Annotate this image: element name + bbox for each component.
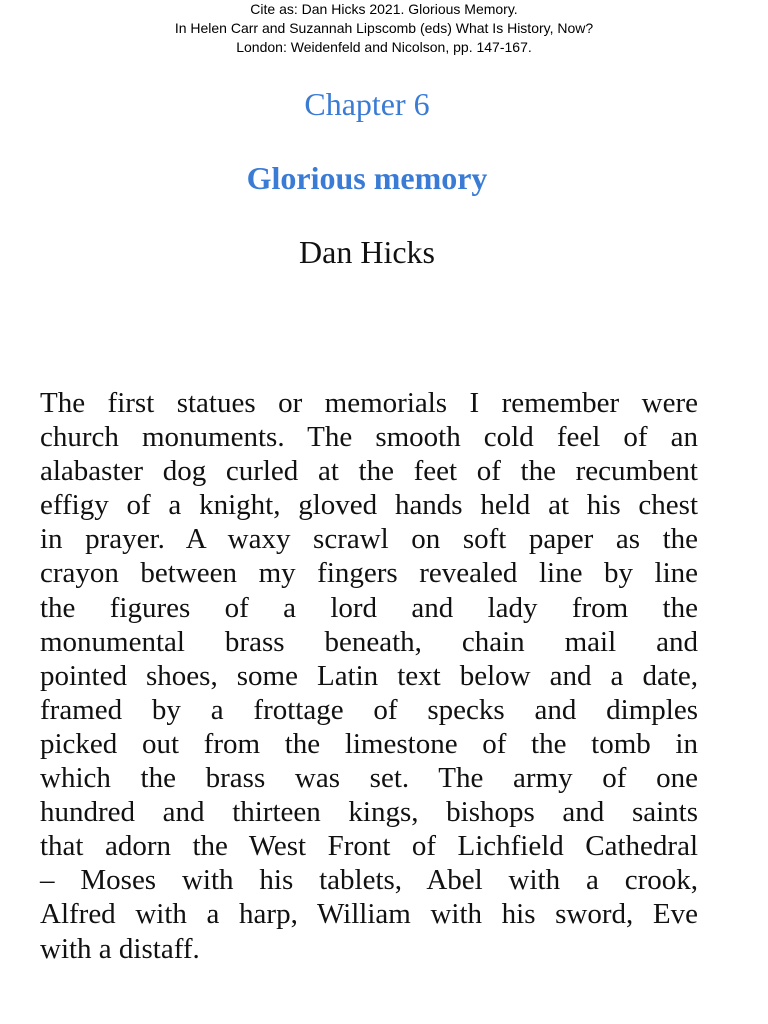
body-line: in prayer. A waxy scrawl on soft paper as the <box>40 523 698 556</box>
chapter-number: Chapter 6 <box>304 86 430 122</box>
citation-line-1: Cite as: Dan Hicks 2021. Glorious Memory. <box>250 1 518 17</box>
body-line: church monuments. The smooth cold feel of an <box>40 421 698 454</box>
body-line: crayon between my fingers revealed line by line <box>40 557 698 590</box>
author-name: Dan Hicks <box>299 234 435 270</box>
citation-line-2: In Helen Carr and Suzannah Lipscomb (eds) What Is History, Now? <box>174 20 594 36</box>
body-line: pointed shoes, some Latin text below and a date, <box>40 659 698 692</box>
body-line: which the brass was set. The army of one <box>40 762 698 795</box>
body-line: Alfred with a harp, William with his sword, Eve <box>40 898 698 931</box>
body-line: that adorn the West Front of Lichfield Cathedral <box>40 830 698 863</box>
body-line: hundred and thirteen kings, bishops and saints <box>40 796 698 829</box>
body-line: effigy of a knight, gloved hands held at his chest <box>40 489 698 522</box>
body-line: the figures of a lord and lady from the <box>40 591 698 624</box>
citation-header <box>0 0 768 57</box>
body-line: alabaster dog curled at the feet of the recumbent <box>40 455 698 488</box>
body-line: The first statues or memorials I remember were <box>40 387 698 419</box>
body-line: – Moses with his tablets, Abel with a crook, <box>40 864 698 897</box>
body-line: monumental brass beneath, chain mail and <box>40 625 698 658</box>
chapter-title: Glorious memory <box>246 160 488 196</box>
body-paragraph <box>40 386 698 966</box>
citation-line-3: London: Weidenfeld and Nicolson, pp. 147-167. <box>236 39 532 55</box>
body-line: picked out from the limestone of the tomb in <box>40 727 698 760</box>
body-line: with a distaff. <box>40 932 200 965</box>
body-line: framed by a frottage of specks and dimples <box>40 693 698 726</box>
